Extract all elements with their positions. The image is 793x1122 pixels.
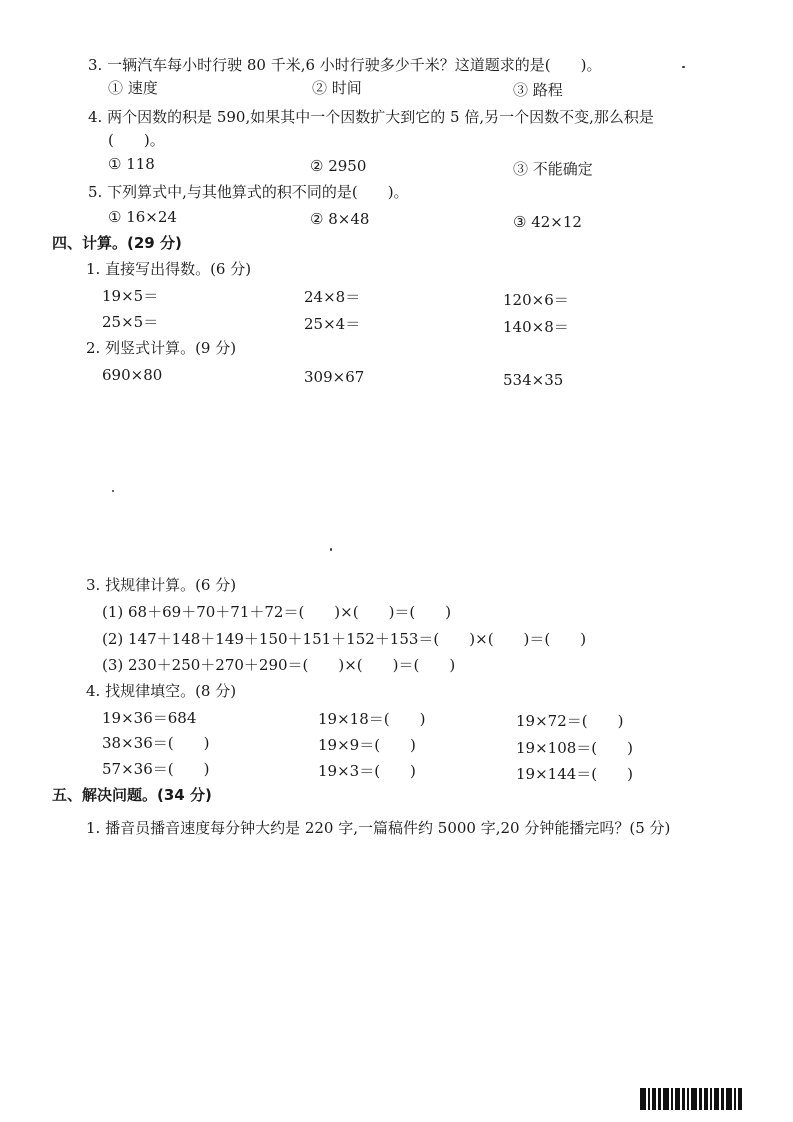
pattern-fill-r1-c2: 19×18＝( ) — [318, 710, 426, 728]
section-4-part-4-title: 4. 找规律填空。(8 分) — [86, 682, 237, 700]
section-5-heading: 五、解决问题。(34 分) — [52, 786, 212, 804]
pattern-fill-r3-c3: 19×144＝( ) — [516, 765, 633, 783]
choice-q5-option-3: ③ 42×12 — [513, 213, 582, 231]
vertical-calc-2: 309×67 — [304, 368, 365, 386]
pattern-fill-r3-c1: 57×36＝( ) — [102, 760, 210, 778]
scan-watermark-bars — [640, 1088, 778, 1110]
pattern-fill-r1-c1: 19×36＝684 — [102, 709, 197, 727]
mental-math-r2-c1: 25×5＝ — [102, 313, 159, 331]
pattern-fill-r2-c1: 38×36＝( ) — [102, 734, 210, 752]
scan-speck — [330, 548, 332, 551]
mental-math-r1-c1: 19×5＝ — [102, 287, 159, 305]
scan-speck — [682, 66, 685, 68]
scan-speck — [112, 490, 114, 492]
choice-q4-option-3: ③ 不能确定 — [513, 160, 593, 178]
mental-math-r1-c2: 24×8＝ — [304, 288, 361, 306]
choice-q5-option-1: ① 16×24 — [108, 208, 177, 226]
section-4-part-3-title: 3. 找规律计算。(6 分) — [86, 576, 237, 594]
pattern-fill-r1-c3: 19×72＝( ) — [516, 712, 624, 730]
section-4-heading: 四、计算。(29 分) — [52, 234, 182, 252]
section-4-part-2-title: 2. 列竖式计算。(9 分) — [86, 339, 237, 357]
mental-math-r2-c2: 25×4＝ — [304, 315, 361, 333]
mental-math-r2-c3: 140×8＝ — [503, 318, 569, 336]
pattern-fill-r2-c2: 19×9＝( ) — [318, 736, 416, 754]
mental-math-r1-c3: 120×6＝ — [503, 291, 569, 309]
choice-q5-option-2: ② 8×48 — [310, 210, 370, 228]
choice-q4-option-2: ② 2950 — [310, 157, 367, 175]
choice-q4-stem-continued: ( )。 — [108, 131, 165, 149]
choice-q3-option-1: ① 速度 — [108, 79, 158, 97]
section-4-part-1-title: 1. 直接写出得数。(6 分) — [86, 260, 252, 278]
pattern-fill-r2-c3: 19×108＝( ) — [516, 739, 633, 757]
choice-q4-option-1: ① 118 — [108, 155, 155, 173]
word-problem-1: 1. 播音员播音速度每分钟大约是 220 字,一篇稿件约 5000 字,20 分钟能播完吗？(5 分) — [86, 819, 671, 837]
choice-q3-stem: 3. 一辆汽车每小时行驶 80 千米,6 小时行驶多少千米？这道题求的是( )。 — [88, 56, 602, 74]
vertical-calc-1: 690×80 — [102, 366, 163, 384]
choice-q5-stem: 5. 下列算式中,与其他算式的积不同的是( )。 — [88, 183, 409, 201]
pattern-calc-1: (1) 68＋69＋70＋71＋72＝( )×( )＝( ) — [102, 603, 452, 621]
vertical-calc-3: 534×35 — [503, 371, 564, 389]
pattern-calc-3: (3) 230＋250＋270＋290＝( )×( )＝( ) — [102, 656, 456, 674]
choice-q3-option-2: ② 时间 — [312, 79, 362, 97]
choice-q4-stem: 4. 两个因数的积是 590,如果其中一个因数扩大到它的 5 倍,另一个因数不变,那么积是 — [88, 108, 654, 126]
pattern-fill-r3-c2: 19×3＝( ) — [318, 762, 416, 780]
pattern-calc-2: (2) 147＋148＋149＋150＋151＋152＋153＝( )×( )＝( ) — [102, 630, 587, 648]
choice-q3-option-3: ③ 路程 — [513, 81, 563, 99]
